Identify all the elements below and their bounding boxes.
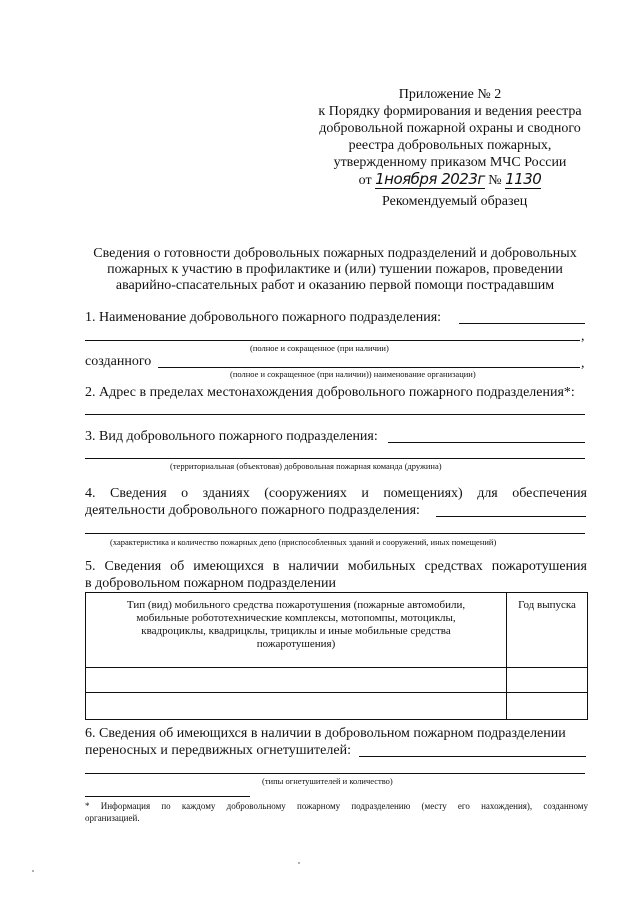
buildings-field[interactable] [436,516,586,517]
appendix-header [300,86,600,189]
section-1-name-field[interactable] [459,323,585,324]
column-header-year: Год выпуска [507,593,588,668]
section-4-line-2: деятельности добровольного пожарного подразделения: [85,503,420,518]
section-4-hint: (характеристика и количество пожарных депо (приспособленных зданий и сооружений, иных помещений) [110,537,497,547]
section-2-label: 2. Адрес в пределах местонахождения добровольного пожарного подразделения*: [85,385,575,400]
buildings-field-continued[interactable] [85,533,585,534]
header-text: Тип (вид) мобильного средства пожаротушения (пожарные автомобили, [126,599,466,611]
header-text: пожаротушения) [256,638,336,650]
extinguishers-field[interactable] [359,756,586,757]
unit-type-field[interactable] [388,442,585,443]
appendix-reference-line: реестра добровольных пожарных, [348,138,552,153]
handwritten-number: 1130 [505,170,542,188]
section-5-line-1: 5. Сведения об имеющихся в наличии мобильных средствах пожаротушения [85,559,587,574]
header-text: квадроциклы, квадрицклы, трициклы и иные мобильные средства [141,625,451,637]
appendix-reference-line: к Порядку формирования и ведения реестра [318,104,582,119]
section-6-line-1: 6. Сведения об имеющихся в наличии в добровольном пожарном подразделении [85,726,566,741]
address-field[interactable] [85,414,585,415]
section-1-name-field-continued[interactable] [85,340,580,341]
footnote-line: организацией. [85,813,140,823]
section-5-line-2: в добровольном пожарном подразделении [85,576,336,591]
comma: , [581,356,585,371]
table-cell-year[interactable] [507,693,588,720]
table-row [86,668,588,693]
extinguishers-field-continued[interactable] [85,773,585,774]
title-line: Сведения о готовности добровольных пожарных подразделений и добровольных [93,246,577,261]
unit-type-field-continued[interactable] [85,458,585,459]
title-line: пожарных к участию в профилактике и (или) тушении пожаров, проведении [107,262,563,277]
organization-name-hint: (полное и сокращенное (при наличии)) наименование организации) [230,369,476,379]
created-by-label: созданного [85,354,152,369]
appendix-order-line: утвержденному приказом МЧС России [333,155,567,170]
section-1-hint: (полное и сокращенное (при наличии) [250,343,389,353]
header-text: мобильные робототехнические комплексы, мотопомпы, мотоциклы, [136,612,456,624]
section-3-hint: (территориальная (объектовая) добровольная пожарная команда (дружина) [170,461,442,471]
section-1-label: 1. Наименование добровольного пожарного подразделения: [85,310,442,325]
footnote [85,800,588,824]
comma: , [581,329,585,344]
table-row [86,693,588,720]
title-line: аварийно-спасательных работ и оказанию первой помощи пострадавшим [115,278,555,293]
column-header-type [86,593,507,668]
section-6-line-2: переносных и передвижных огнетушителей: [85,743,351,758]
appendix-number: Приложение № 2 [398,87,502,102]
table-cell-type[interactable] [86,668,507,693]
appendix-reference-line: добровольной пожарной охраны и сводного [319,121,581,136]
table-cell-type[interactable] [86,693,507,720]
scan-speck [298,862,300,864]
number-prefix: № [488,173,502,188]
table-header-row [86,593,588,668]
table-cell-year[interactable] [507,668,588,693]
document-title [80,246,590,294]
recommended-sample-label: Рекомендуемый образец [382,194,528,209]
date-prefix: от [358,173,372,188]
organization-name-field[interactable] [158,367,580,368]
section-6-hint: (типы огнетушителей и количество) [262,776,393,786]
section-3-label: 3. Вид добровольного пожарного подразделения: [85,429,378,444]
footnote-line: * Информация по каждому добровольному пожарному подразделению (месту его нахождения), созданному [85,801,588,811]
footnote-separator [85,796,250,797]
appendix-date-line [300,171,600,189]
mobile-equipment-table [85,592,588,720]
section-4-line-1: 4. Сведения о зданиях (сооружениях и помещениях) для обеспечения [85,486,587,501]
handwritten-date: 1ноября 2023г [375,170,485,188]
scan-speck [32,870,34,872]
